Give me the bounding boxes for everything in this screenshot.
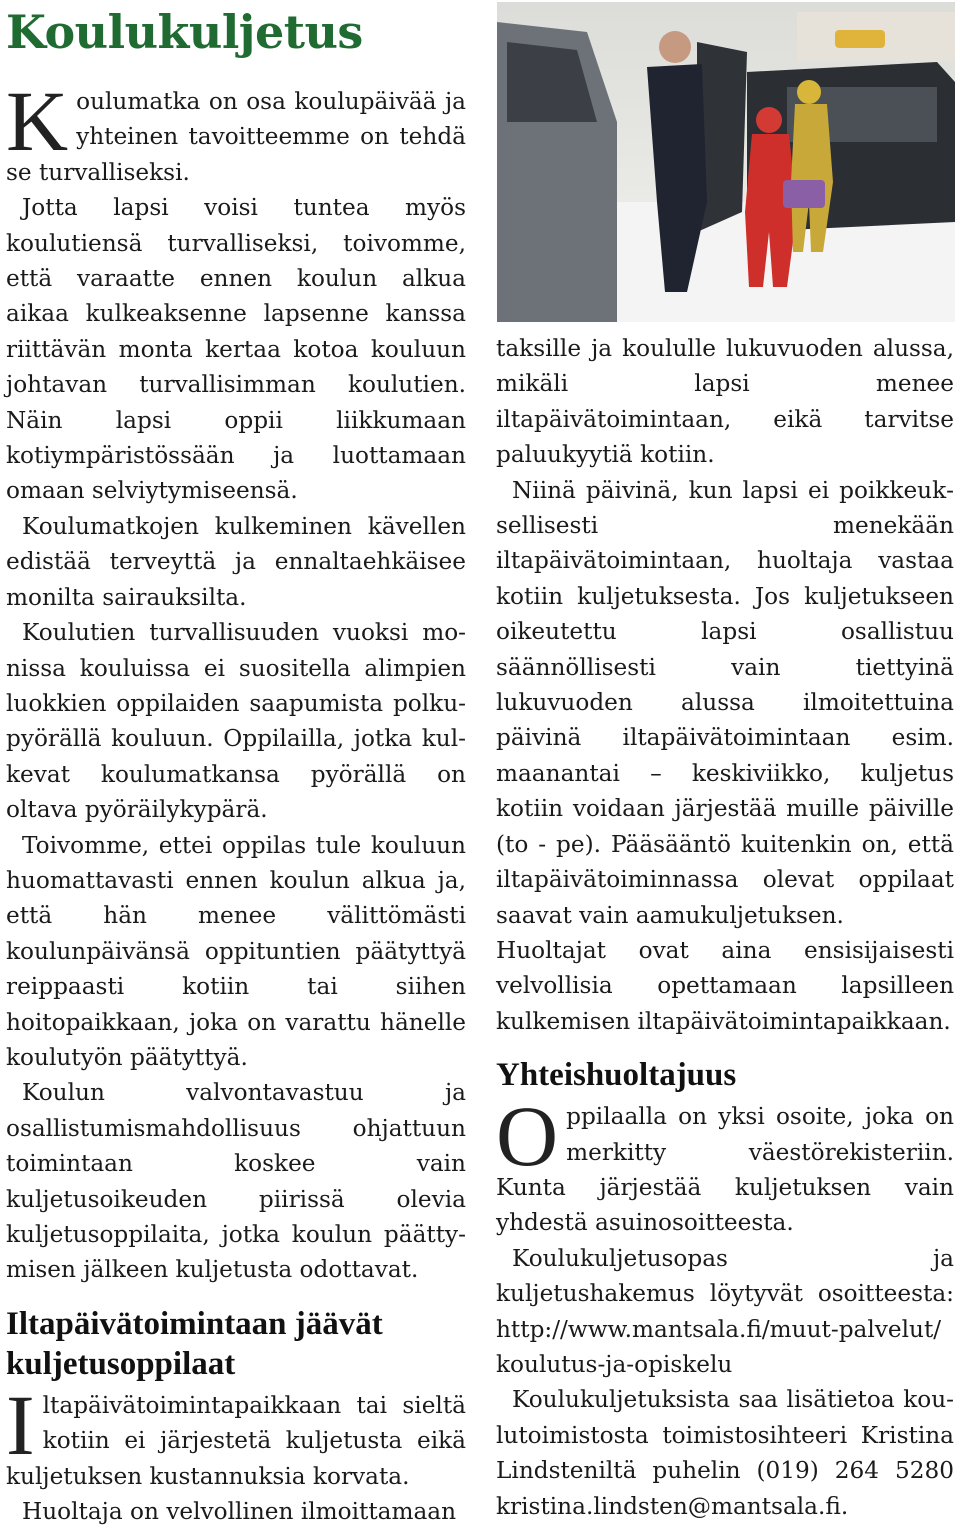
heading-joint-custody: Yhteishuoltajuus [496, 1057, 737, 1094]
paragraph-supervision: Koulun valvontavastuu ja osallistumismahdollisuus ohjattuun toimintaan koskee vain kuljetusoikeuden piirissä olevia kuljetusoppilaita, jotka koulun päättymisen jälkeen kuljetusta odottavat. [6, 1079, 466, 1284]
paragraph-taxi-notify: taksille ja koululle lukuvuoden alussa, mikäli lapsi menee iltapäivätoimintaan, eikä tarvitse paluukyytiä kotiin. [496, 335, 954, 469]
custody-paragraph [496, 1088, 954, 1241]
dropcap-i: I [6, 1376, 35, 1473]
paragraph-guardian-notify: Huoltaja on velvollinen ilmoittamaan [22, 1498, 457, 1526]
page-title: Koulukuljetus [6, 5, 363, 59]
dropcap-o: O [496, 1088, 559, 1185]
paragraph-bicycle: Koulutien turvallisuuden vuoksi monissa kouluissa ei suositella alimpien luokkien oppilaiden saapumista polkupyörällä kouluun. Oppilailla, jotka kulkevat koulumatkansa pyörällä on oltava pyöräilykypärä. [6, 619, 466, 824]
right-column [496, 0, 954, 1524]
heading-afternoon: Iltapäivätoimintaan jäävät kuljetusoppilaat [6, 1305, 383, 1382]
intro-paragraph [6, 73, 466, 190]
dropcap-k: K [6, 73, 69, 169]
paragraph-exception-days: Niinä päivinä, kun lapsi ei poikkeuksellisesti menekään iltapäivätoimintaan, huoltaja vastaa kotiin kuljetuksesta. Jos kuljetukseen oikeutettu lapsi osallistuu säännöllisesti vain tiettyinä lukuvuoden alussa ilmoitettuina päivinä iltapäivätoimintaan esim. maanantai – keskiviikko, kuljetus kotiin voidaan järjestää muille päiville (to - pe). Pääsääntö kuitenkin on, että iltapäivätoiminnassa olevat oppilaat saavat vain aamukuljetuksen. [496, 476, 954, 929]
intro-text: oulumatka on osa koulupäivää ja yhteinen tavoitteemme on tehdä se turvalliseksi. [6, 88, 466, 186]
paragraph-guide-link: Koulukuljetusopas ja kuljetushakemus löytyvät osoitteesta: http://www.mantsala.fi/muut-palvelut/ koulutus-ja-opiskelu [496, 1244, 954, 1378]
custody-text: ppilaalla on yksi osoite, joka on merkitty väestörekisteriin. Kunta järjestää kuljetuksen vain yhdestä asuinosoitteesta. [496, 1103, 954, 1237]
paragraph-contact: Koulukuljetuksista saa lisätietoa koulutoimistosta toimistosihteeri Kristina Lindsteniltä puhelin (019) 264 5280 kristina.lindsten@mantsala.fi. [496, 1386, 954, 1520]
paragraph-arrival: Toivomme, ettei oppilas tule kouluun huomattavasti ennen koulun alkua ja, että hän menee välittömästi koulunpäivänsä oppituntien päätyttyä reippaasti kotiin tai siihen hoitopaikkaan, joka on varattu hänelle koulutyön päätyttyä. [6, 831, 466, 1071]
paragraph-guardian-duty: Huoltajat ovat aina ensisijaisesti velvollisia opettamaan lapsilleen kulkemisen iltapäivätoimintapaikkaan. [496, 936, 954, 1035]
left-column [6, 0, 466, 1529]
afternoon-paragraph [6, 1376, 466, 1494]
paragraph-walking: Koulumatkojen kulkeminen kävellen edistää terveyttä ja ennaltaehkäisee monilta sairauksilta. [6, 512, 466, 611]
afternoon-text: ltapäivätoimintapaikkaan tai sieltä kotiin ei järjestetä kuljetusta eikä kuljetuksen kustannuksia korvata. [6, 1391, 466, 1490]
paragraph-safe-route: Jotta lapsi voisi tuntea myös koulutiensä turvalliseksi, toivomme, että varaatte ennen koulun alkua aikaa kulkeaksenne lapsenne kanssa riittävän monta kertaa kotoa kouluun johtavan turvallisimman koulutien. Näin lapsi oppii liikkumaan kotiympäristössään ja luottamaan omaan selviytymiseensä. [6, 194, 466, 505]
